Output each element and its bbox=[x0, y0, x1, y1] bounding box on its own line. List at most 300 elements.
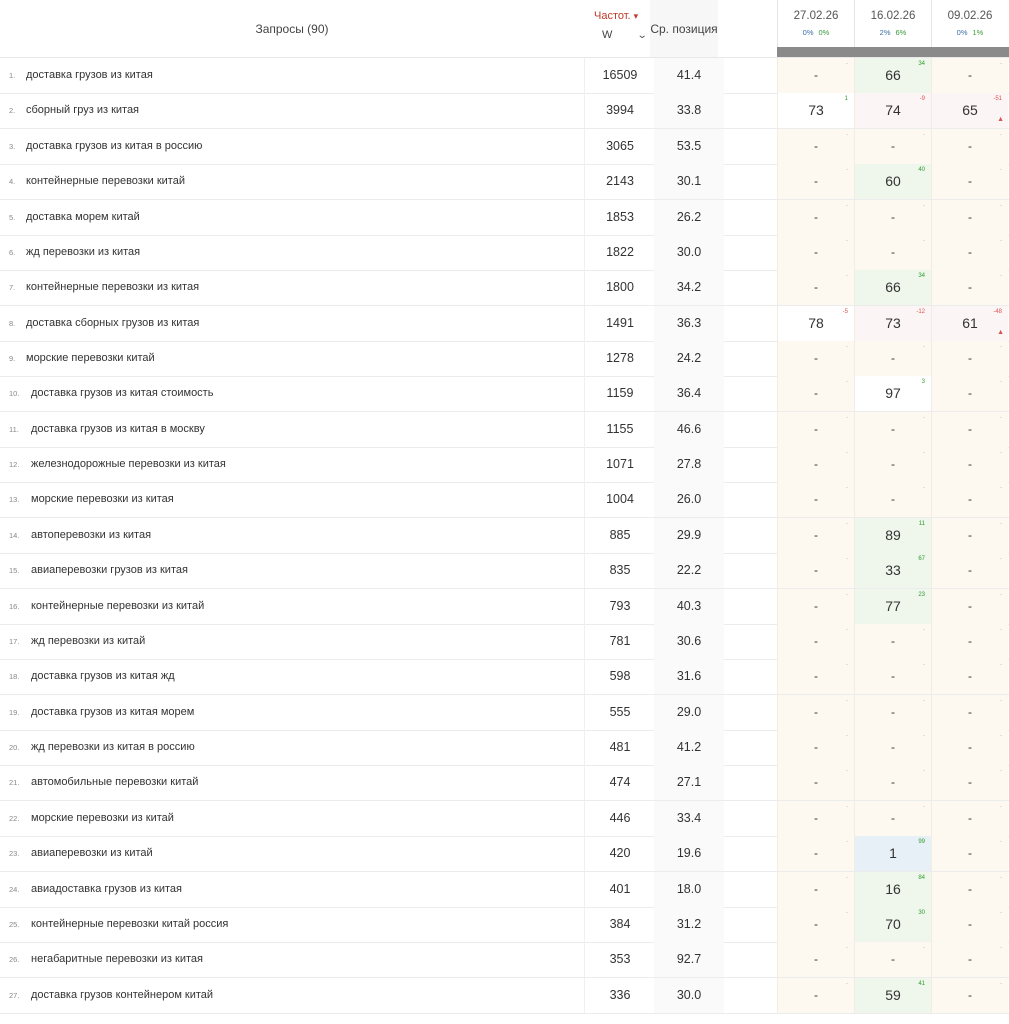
row-number: 9. bbox=[9, 354, 16, 363]
position-value: - bbox=[891, 669, 895, 684]
position-delta: - bbox=[846, 945, 848, 952]
position-delta: - bbox=[846, 131, 848, 138]
position-value: - bbox=[968, 280, 972, 295]
table-row[interactable] bbox=[0, 518, 1009, 554]
position-value: 70 bbox=[885, 915, 901, 932]
position-cell[interactable] bbox=[854, 978, 931, 1013]
position-cell[interactable] bbox=[854, 659, 931, 694]
avg-position-value: 92.7 bbox=[654, 942, 724, 977]
position-cell[interactable] bbox=[854, 270, 931, 305]
frequency-value: 555 bbox=[584, 695, 655, 730]
frequency-value: 793 bbox=[584, 589, 655, 624]
row-number: 25. bbox=[9, 919, 20, 929]
position-delta: - bbox=[846, 556, 848, 563]
query-text[interactable]: негабаритные перевозки из китая bbox=[31, 953, 203, 966]
position-value: - bbox=[968, 633, 972, 648]
position-cell[interactable] bbox=[931, 164, 1008, 199]
position-delta: - bbox=[846, 414, 848, 421]
queries-column-header[interactable] bbox=[0, 0, 584, 57]
position-delta: 30 bbox=[918, 909, 925, 916]
frequency-value: 1004 bbox=[584, 482, 655, 517]
position-cell[interactable] bbox=[931, 836, 1008, 871]
avg-position-value: 41.2 bbox=[654, 730, 724, 765]
position-value: - bbox=[891, 351, 895, 365]
avg-position-column-header[interactable] bbox=[650, 0, 718, 57]
query-text[interactable]: морские перевозки из китай bbox=[31, 811, 174, 824]
position-cell[interactable] bbox=[777, 482, 854, 517]
position-cell[interactable] bbox=[854, 306, 931, 341]
position-delta: - bbox=[923, 131, 925, 138]
position-cell[interactable] bbox=[777, 518, 854, 553]
table-row[interactable] bbox=[0, 376, 1009, 412]
position-delta: - bbox=[846, 909, 848, 916]
position-cell[interactable] bbox=[931, 730, 1008, 765]
avg-position-value: 41.4 bbox=[654, 58, 724, 93]
position-value: - bbox=[968, 421, 972, 436]
position-cell[interactable] bbox=[931, 801, 1008, 836]
avg-position-value: 30.6 bbox=[654, 624, 724, 659]
query-text[interactable]: сборный груз из китая bbox=[26, 104, 140, 117]
position-delta: - bbox=[846, 626, 848, 633]
frequency-column-header[interactable] bbox=[584, 0, 650, 57]
position-cell[interactable] bbox=[854, 482, 931, 517]
position-delta: - bbox=[846, 344, 848, 350]
frequency-value: 353 bbox=[584, 942, 655, 977]
position-cell[interactable] bbox=[854, 376, 931, 411]
table-row[interactable] bbox=[0, 765, 1009, 801]
avg-position-value: 33.4 bbox=[654, 801, 724, 836]
position-cell[interactable] bbox=[777, 93, 854, 128]
position-cell[interactable] bbox=[931, 589, 1008, 624]
table-row[interactable] bbox=[0, 235, 1009, 271]
table-row[interactable] bbox=[0, 129, 1009, 165]
position-delta: - bbox=[846, 202, 848, 209]
position-cell[interactable] bbox=[931, 306, 1008, 341]
row-number: 22. bbox=[9, 813, 20, 823]
position-cell[interactable] bbox=[777, 306, 854, 341]
position-delta: - bbox=[923, 733, 925, 739]
frequency-value: 885 bbox=[584, 518, 655, 553]
position-cell[interactable] bbox=[854, 942, 931, 977]
position-cell[interactable] bbox=[854, 872, 931, 907]
warning-icon[interactable]: ▲ bbox=[997, 116, 1004, 124]
position-value: - bbox=[968, 952, 972, 967]
position-cell[interactable] bbox=[777, 872, 854, 907]
query-text[interactable]: доставка грузов из китая жд bbox=[31, 670, 175, 683]
position-value: - bbox=[968, 775, 972, 790]
table-row[interactable] bbox=[0, 801, 1009, 837]
position-value: - bbox=[814, 881, 818, 896]
row-number: 16. bbox=[9, 601, 20, 611]
position-delta: - bbox=[846, 697, 848, 704]
table-row[interactable] bbox=[0, 58, 1009, 94]
avg-position-value: 24.2 bbox=[654, 341, 724, 376]
table-row[interactable] bbox=[0, 164, 1009, 200]
position-value: 74 bbox=[885, 102, 901, 119]
avg-position-value: 36.3 bbox=[654, 306, 724, 341]
position-cell[interactable] bbox=[777, 129, 854, 164]
position-delta: - bbox=[846, 839, 848, 846]
position-cell[interactable] bbox=[777, 553, 854, 588]
position-cell[interactable] bbox=[854, 801, 931, 836]
position-value: - bbox=[968, 492, 972, 507]
table-row[interactable] bbox=[0, 482, 1009, 518]
position-cell[interactable] bbox=[854, 624, 931, 659]
position-value: - bbox=[814, 775, 818, 790]
position-cell[interactable] bbox=[931, 235, 1008, 270]
table-row[interactable] bbox=[0, 200, 1009, 236]
row-number: 1. bbox=[9, 71, 16, 80]
position-cell[interactable] bbox=[777, 412, 854, 447]
table-row[interactable] bbox=[0, 695, 1009, 731]
position-value: - bbox=[814, 598, 818, 613]
position-value: - bbox=[891, 492, 895, 507]
position-cell[interactable] bbox=[931, 872, 1008, 907]
row-number: 11. bbox=[9, 424, 19, 434]
query-text[interactable]: жд перевозки из китая bbox=[26, 245, 141, 258]
position-delta: - bbox=[1000, 662, 1002, 669]
row-number: 26. bbox=[9, 955, 20, 965]
position-delta: -51 bbox=[993, 96, 1002, 103]
position-value: - bbox=[814, 563, 818, 578]
position-value: 16 bbox=[885, 880, 901, 897]
position-value: - bbox=[814, 952, 818, 967]
position-cell[interactable] bbox=[931, 695, 1008, 730]
position-cell[interactable] bbox=[854, 341, 931, 376]
position-value: 1 bbox=[889, 845, 897, 862]
position-value: 66 bbox=[885, 67, 901, 83]
frequency-value: 3994 bbox=[584, 93, 655, 128]
position-value: - bbox=[891, 704, 895, 719]
position-cell[interactable] bbox=[777, 907, 854, 942]
table-row[interactable] bbox=[0, 447, 1009, 483]
position-cell[interactable] bbox=[854, 447, 931, 482]
position-delta: - bbox=[846, 768, 848, 775]
position-delta: - bbox=[1000, 520, 1002, 527]
position-value: - bbox=[891, 810, 895, 825]
position-cell[interactable] bbox=[931, 129, 1008, 164]
position-cell[interactable] bbox=[931, 482, 1008, 517]
frequency-value: 1822 bbox=[584, 235, 655, 270]
position-cell[interactable] bbox=[854, 412, 931, 447]
query-text[interactable]: доставка сборных грузов из китая bbox=[26, 316, 200, 329]
position-cell[interactable] bbox=[854, 164, 931, 199]
position-cell[interactable] bbox=[777, 200, 854, 235]
query-text[interactable]: морские перевозки китай bbox=[26, 352, 155, 364]
avg-position-value: 33.8 bbox=[654, 93, 724, 128]
position-cell[interactable] bbox=[777, 801, 854, 836]
position-delta: - bbox=[846, 167, 848, 174]
query-text[interactable]: доставка грузов из китая морем bbox=[31, 705, 195, 718]
row-number: 15. bbox=[9, 566, 20, 576]
position-cell[interactable] bbox=[854, 907, 931, 942]
frequency-value: 1800 bbox=[584, 270, 655, 305]
position-cell[interactable] bbox=[931, 270, 1008, 305]
position-cell[interactable] bbox=[931, 447, 1008, 482]
frequency-type-value: W bbox=[602, 29, 613, 41]
position-cell[interactable] bbox=[931, 376, 1008, 411]
position-delta: - bbox=[1000, 874, 1002, 881]
frequency-value: 401 bbox=[584, 872, 655, 907]
position-delta: - bbox=[846, 450, 848, 457]
avg-position-value: 53.5 bbox=[654, 129, 724, 164]
position-value: 77 bbox=[885, 597, 901, 614]
avg-position-value: 34.2 bbox=[654, 270, 724, 305]
position-delta: - bbox=[846, 61, 848, 67]
table-row[interactable] bbox=[0, 93, 1009, 129]
query-text[interactable]: контейнерные перевозки китай россия bbox=[31, 917, 229, 930]
query-text[interactable]: доставка грузов из китая в москву bbox=[31, 422, 205, 435]
position-value: 89 bbox=[885, 526, 901, 543]
frequency-sort-toggle[interactable] bbox=[594, 10, 638, 22]
table-row[interactable] bbox=[0, 978, 1009, 1014]
table-row[interactable] bbox=[0, 589, 1009, 625]
position-delta: - bbox=[1000, 591, 1002, 598]
position-cell[interactable] bbox=[931, 907, 1008, 942]
query-text[interactable]: контейнерные перевозки из китай bbox=[31, 599, 205, 612]
frequency-value: 384 bbox=[584, 907, 655, 942]
row-number: 14. bbox=[9, 530, 20, 540]
table-row[interactable] bbox=[0, 942, 1009, 978]
date-percent-stats bbox=[778, 28, 854, 37]
position-delta: - bbox=[923, 662, 925, 669]
frequency-value: 781 bbox=[584, 624, 655, 659]
warning-icon[interactable]: ▲ bbox=[997, 328, 1004, 336]
position-cell[interactable] bbox=[931, 93, 1008, 128]
position-cell[interactable] bbox=[931, 412, 1008, 447]
position-cell[interactable] bbox=[854, 518, 931, 553]
position-cell[interactable] bbox=[854, 765, 931, 800]
position-cell[interactable] bbox=[931, 200, 1008, 235]
position-cell[interactable] bbox=[777, 376, 854, 411]
table-row[interactable] bbox=[0, 341, 1009, 377]
position-value: 73 bbox=[808, 102, 824, 119]
position-cell[interactable] bbox=[777, 447, 854, 482]
position-cell[interactable] bbox=[854, 58, 931, 93]
position-delta: - bbox=[1000, 803, 1002, 810]
position-delta: - bbox=[1000, 485, 1002, 492]
position-cell[interactable] bbox=[777, 58, 854, 93]
query-text[interactable]: доставка грузов из китая в россию bbox=[26, 139, 203, 152]
row-number: 3. bbox=[9, 141, 16, 151]
position-cell[interactable] bbox=[777, 624, 854, 659]
position-delta: - bbox=[1000, 344, 1002, 350]
table-row[interactable] bbox=[0, 659, 1009, 695]
position-cell[interactable] bbox=[854, 836, 931, 871]
position-delta: - bbox=[923, 697, 925, 704]
position-delta: 40 bbox=[918, 167, 925, 174]
position-cell[interactable] bbox=[854, 730, 931, 765]
position-cell[interactable] bbox=[931, 978, 1008, 1013]
frequency-label: Частот. bbox=[594, 10, 631, 22]
table-row[interactable] bbox=[0, 412, 1009, 448]
query-text[interactable]: морские перевозки из китая bbox=[31, 493, 174, 506]
position-value: - bbox=[814, 669, 818, 684]
position-cell[interactable] bbox=[931, 553, 1008, 588]
query-text[interactable]: жд перевозки из китая в россию bbox=[31, 741, 195, 753]
frequency-value: 1071 bbox=[584, 447, 655, 482]
position-value: - bbox=[968, 563, 972, 578]
table-row[interactable] bbox=[0, 872, 1009, 908]
position-cell[interactable] bbox=[931, 942, 1008, 977]
position-value: - bbox=[968, 386, 972, 401]
position-delta: - bbox=[1000, 237, 1002, 244]
position-delta: - bbox=[923, 237, 925, 244]
position-cell[interactable] bbox=[777, 164, 854, 199]
query-text[interactable]: железнодорожные перевозки из китая bbox=[31, 458, 226, 471]
frequency-value: 1159 bbox=[584, 376, 655, 411]
frequency-type-select[interactable] bbox=[602, 29, 647, 41]
position-cell[interactable] bbox=[777, 765, 854, 800]
position-delta: - bbox=[846, 980, 848, 987]
row-number: 21. bbox=[9, 778, 20, 788]
position-delta: - bbox=[1000, 450, 1002, 457]
query-text[interactable]: доставка морем китай bbox=[26, 210, 140, 223]
position-cell[interactable] bbox=[931, 341, 1008, 376]
position-value: - bbox=[814, 704, 818, 719]
position-delta: 11 bbox=[918, 520, 925, 527]
table-row[interactable] bbox=[0, 306, 1009, 342]
avg-position-value: 40.3 bbox=[654, 589, 724, 624]
position-value: - bbox=[814, 386, 818, 401]
position-delta: - bbox=[846, 237, 848, 244]
position-delta: - bbox=[923, 450, 925, 457]
table-row[interactable] bbox=[0, 553, 1009, 589]
chevron-down-icon: ⌄ bbox=[637, 29, 649, 41]
query-text[interactable]: автоперевозки из китая bbox=[31, 528, 152, 541]
position-cell[interactable] bbox=[777, 235, 854, 270]
position-delta: - bbox=[923, 803, 925, 810]
frequency-value: 481 bbox=[584, 730, 655, 765]
frequency-value: 1491 bbox=[584, 306, 655, 341]
position-delta: -5 bbox=[842, 308, 848, 315]
position-value: - bbox=[968, 704, 972, 719]
position-cell[interactable] bbox=[777, 659, 854, 694]
position-value: - bbox=[814, 916, 818, 931]
position-value: 65 bbox=[962, 102, 978, 119]
position-value: - bbox=[814, 633, 818, 648]
position-delta: - bbox=[846, 591, 848, 598]
position-delta: - bbox=[1000, 768, 1002, 775]
query-text[interactable]: автомобильные перевозки китай bbox=[31, 776, 199, 789]
position-cell[interactable] bbox=[854, 589, 931, 624]
position-cell[interactable] bbox=[854, 553, 931, 588]
row-number: 2. bbox=[9, 106, 16, 116]
position-value: - bbox=[968, 810, 972, 825]
position-cell[interactable] bbox=[931, 765, 1008, 800]
position-value: - bbox=[968, 598, 972, 613]
position-cell[interactable] bbox=[854, 235, 931, 270]
position-cell[interactable] bbox=[931, 58, 1008, 93]
avg-position-value: 30.0 bbox=[654, 978, 724, 1013]
frequency-value: 835 bbox=[584, 553, 655, 588]
dates-scroll-bar[interactable] bbox=[777, 47, 1009, 57]
position-cell[interactable] bbox=[777, 730, 854, 765]
position-delta: - bbox=[846, 273, 848, 280]
avg-position-label: Ср. позиция bbox=[650, 21, 718, 36]
avg-position-value: 31.6 bbox=[654, 659, 724, 694]
position-value: - bbox=[968, 457, 972, 472]
position-value: 66 bbox=[885, 279, 901, 296]
row-number: 24. bbox=[9, 884, 20, 894]
position-value: - bbox=[891, 457, 895, 472]
position-value: - bbox=[891, 775, 895, 790]
query-text[interactable]: авиадоставка грузов из китая bbox=[31, 882, 182, 895]
top3-percent: 2% bbox=[879, 28, 891, 37]
position-cell[interactable] bbox=[931, 624, 1008, 659]
position-cell[interactable] bbox=[777, 270, 854, 305]
position-value: - bbox=[968, 209, 972, 224]
position-cell[interactable] bbox=[777, 589, 854, 624]
position-value: 97 bbox=[885, 385, 901, 402]
row-number: 23. bbox=[9, 849, 20, 859]
position-delta: - bbox=[1000, 697, 1002, 704]
avg-position-value: 19.6 bbox=[654, 836, 724, 871]
position-cell[interactable] bbox=[854, 200, 931, 235]
position-cell[interactable] bbox=[854, 93, 931, 128]
position-cell[interactable] bbox=[854, 129, 931, 164]
position-value: 33 bbox=[885, 562, 901, 579]
position-cell[interactable] bbox=[777, 836, 854, 871]
position-value: - bbox=[891, 633, 895, 648]
avg-position-value: 22.2 bbox=[654, 553, 724, 588]
position-value: - bbox=[891, 740, 895, 754]
avg-position-value: 27.8 bbox=[654, 447, 724, 482]
table-row[interactable] bbox=[0, 730, 1009, 766]
query-text[interactable]: контейнерные перевозки из китая bbox=[26, 281, 200, 294]
position-cell[interactable] bbox=[777, 978, 854, 1013]
position-value: - bbox=[968, 846, 972, 861]
position-cell[interactable] bbox=[931, 659, 1008, 694]
position-cell[interactable] bbox=[777, 942, 854, 977]
query-text[interactable]: доставка грузов контейнером китай bbox=[31, 988, 214, 1001]
position-cell[interactable] bbox=[854, 695, 931, 730]
position-value: - bbox=[814, 421, 818, 436]
avg-position-value: 26.0 bbox=[654, 482, 724, 517]
position-delta: - bbox=[1000, 945, 1002, 952]
position-delta: - bbox=[923, 202, 925, 209]
table-row[interactable] bbox=[0, 270, 1009, 306]
top3-percent: 0% bbox=[802, 28, 814, 37]
position-value: - bbox=[814, 209, 818, 224]
query-text[interactable]: доставка грузов из китая стоимость bbox=[31, 387, 214, 400]
position-delta: - bbox=[1000, 733, 1002, 739]
position-delta: 34 bbox=[918, 273, 925, 280]
query-text[interactable]: доставка грузов из китая bbox=[26, 69, 153, 81]
query-text[interactable]: авиаперевозки грузов из китая bbox=[31, 564, 188, 577]
table-row[interactable] bbox=[0, 836, 1009, 872]
position-value: - bbox=[814, 987, 818, 1002]
query-text[interactable]: авиаперевозки из китай bbox=[31, 847, 153, 860]
position-delta: - bbox=[846, 520, 848, 527]
position-cell[interactable] bbox=[777, 341, 854, 376]
position-cell[interactable] bbox=[931, 518, 1008, 553]
position-delta: - bbox=[923, 626, 925, 633]
table-row[interactable] bbox=[0, 907, 1009, 943]
position-value: - bbox=[814, 351, 818, 365]
row-number: 10. bbox=[9, 389, 20, 399]
row-number: 5. bbox=[9, 212, 16, 222]
query-text[interactable]: жд перевозки из китай bbox=[31, 634, 146, 647]
position-delta: - bbox=[1000, 131, 1002, 138]
query-text[interactable]: контейнерные перевозки китай bbox=[26, 175, 185, 188]
position-delta: 67 bbox=[918, 556, 925, 563]
table-row[interactable] bbox=[0, 624, 1009, 660]
position-cell[interactable] bbox=[777, 695, 854, 730]
position-value: - bbox=[814, 527, 818, 542]
frequency-value: 1853 bbox=[584, 200, 655, 235]
avg-position-value: 18.0 bbox=[654, 872, 724, 907]
